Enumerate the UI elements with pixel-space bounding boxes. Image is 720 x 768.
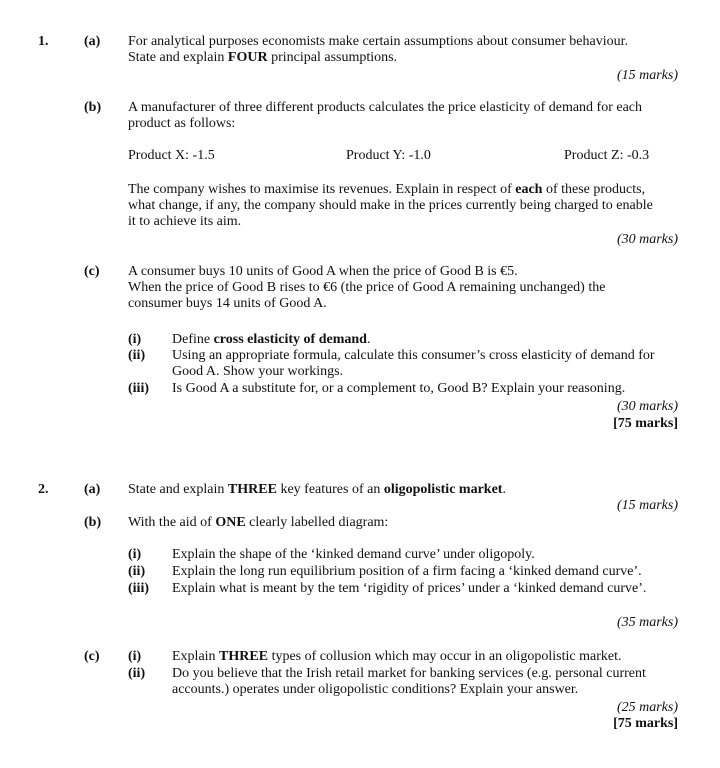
product-y-elasticity: Product Y: -1.0 (346, 148, 431, 163)
q1a-text: State and explain (128, 50, 228, 65)
q1c-label: (c) (84, 264, 100, 279)
q2b-iii-text: Explain what is meant by the tem ‘rigidity of prices’ under a ‘kinked demand curve’. (172, 581, 647, 596)
q2b-i-label: (i) (128, 547, 142, 562)
q2-total-marks: [75 marks] (613, 716, 678, 731)
q2c-i-text (172, 649, 622, 665)
q2b-i-text: Explain the shape of the ‘kinked demand curve’ under oligopoly. (172, 547, 535, 562)
q1c-ii-line-1: Using an appropriate formula, calculate this consumer’s cross elasticity of demand for (172, 348, 655, 363)
q1a-marks: (15 marks) (616, 68, 678, 83)
q2c-i-label: (i) (128, 649, 142, 664)
q2a-bold-oligopolistic: oligopolistic market (383, 482, 503, 497)
q1a-line-1: For analytical purposes economists make certain assumptions about consumer behaviour. (128, 34, 628, 49)
question-2-number: 2. (38, 482, 49, 497)
q2a-label: (a) (84, 482, 101, 497)
q1c-i-bold: cross elasticity of demand (213, 332, 367, 347)
question-1-number: 1. (38, 34, 49, 49)
q1c-line-3: consumer buys 14 units of Good A. (128, 296, 327, 311)
q1c-iii-text: Is Good A a substitute for, or a complement to, Good B? Explain your reasoning. (172, 381, 626, 396)
q2c-ii-line-2: accounts.) operates under oligopolistic conditions? Explain your answer. (172, 682, 579, 697)
q2a-post: . (502, 482, 506, 497)
q2b-pre: With the aid of (128, 515, 216, 530)
q1b-line-2: product as follows: (128, 116, 236, 131)
q2c-i-pre: Explain (172, 649, 220, 664)
q2b-bold-one: ONE (215, 515, 246, 530)
q1b-para-line-2: what change, if any, the company should make in the prices currently being charged to enable (128, 198, 653, 213)
q1c-i-text (172, 332, 370, 348)
q1c-i-post: . (366, 332, 371, 347)
q1c-line-1: A consumer buys 10 units of Good A when the price of Good B is €5. (128, 264, 518, 279)
q2a-marks: (15 marks) (616, 498, 678, 513)
q1c-line-2: When the price of Good B rises to €6 (the price of Good A remaining unchanged) the (128, 280, 606, 295)
q2b-marks: (35 marks) (616, 615, 678, 630)
q1a-bold-four: FOUR (227, 50, 268, 65)
q1c-i-label: (i) (128, 332, 142, 347)
q1b-para-text: The company wishes to maximise its revenues. Explain in respect of (128, 182, 516, 197)
q1c-marks: (30 marks) (616, 399, 678, 414)
q2b-text (128, 515, 388, 531)
q2c-ii-line-1: Do you believe that the Irish retail market for banking services (e.g. personal current (172, 666, 646, 681)
q1a-text-end: principal assumptions. (267, 50, 398, 65)
q1c-i-pre: Define (172, 332, 214, 347)
q2c-i-bold-three: THREE (219, 649, 269, 664)
q1b-marks: (30 marks) (616, 232, 678, 247)
q2b-ii-label: (ii) (128, 564, 146, 579)
q1c-ii-label: (ii) (128, 348, 146, 363)
q2a-text (128, 482, 506, 498)
q2b-label: (b) (84, 515, 102, 530)
q2a-pre: State and explain (128, 482, 228, 497)
q2b-ii-text: Explain the long run equilibrium position of a firm facing a ‘kinked demand curve’. (172, 564, 642, 579)
product-x-elasticity: Product X: -1.5 (128, 148, 215, 163)
q1b-line-1: A manufacturer of three different products calculates the price elasticity of demand for each (128, 100, 643, 115)
q2c-label: (c) (84, 649, 100, 664)
product-z-elasticity: Product Z: -0.3 (564, 148, 650, 163)
q1b-para-text-end: of these products, (542, 182, 646, 197)
q2c-i-post: types of collusion which may occur in an oligopolistic market. (268, 649, 622, 664)
q1b-para-line-1 (128, 182, 645, 198)
q2b-iii-label: (iii) (128, 581, 149, 596)
q1b-para-line-3: it to achieve its aim. (128, 214, 242, 229)
q1a-line-2 (128, 50, 397, 66)
q2b-post: clearly labelled diagram: (245, 515, 389, 530)
q2c-marks: (25 marks) (616, 700, 678, 715)
q2a-mid: key features of an (276, 482, 384, 497)
q1c-ii-line-2: Good A. Show your workings. (172, 364, 344, 379)
q1c-iii-label: (iii) (128, 381, 149, 396)
q2c-ii-label: (ii) (128, 666, 146, 681)
q1a-label: (a) (84, 34, 101, 49)
q2a-bold-three: THREE (227, 482, 277, 497)
q1-total-marks: [75 marks] (613, 416, 678, 431)
q1b-label: (b) (84, 100, 102, 115)
q1b-bold-each: each (515, 182, 543, 197)
